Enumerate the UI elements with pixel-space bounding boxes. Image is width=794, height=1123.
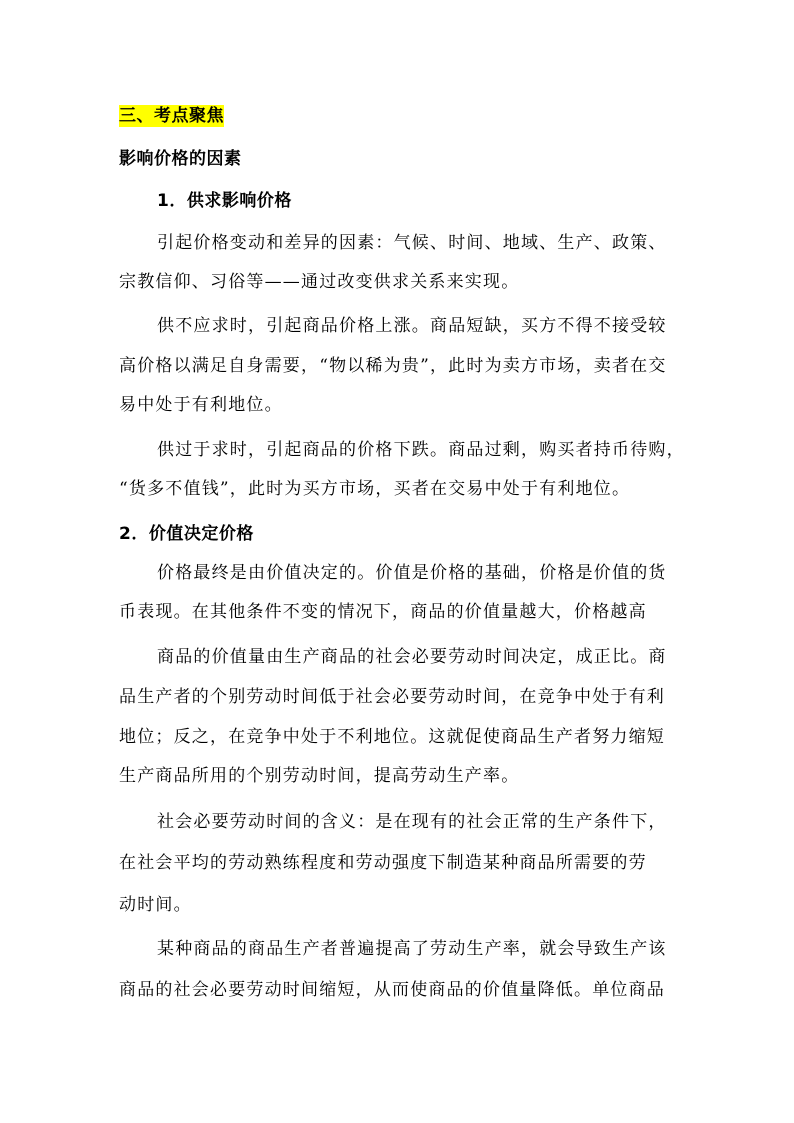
paragraph-line: “货多不值钱”，此时为买方市场，买者在交易中处于有利地位。 [119, 479, 631, 499]
paragraph-line: 宗教信仰、习俗等——通过改变供求关系来实现。 [119, 272, 520, 292]
paragraph-line: 地位；反之，在竞争中处于不利地位。这就促使商品生产者努力缩短 [119, 727, 665, 747]
paragraph-line: 币表现。在其他条件不变的情况下，商品的价值量越大，价格越高 [119, 602, 647, 622]
subsection-title-value: 2．价值决定价格 [119, 524, 254, 544]
paragraph-line: 易中处于有利地位。 [119, 395, 283, 415]
paragraph-line: 在社会平均的劳动熟练程度和劳动强度下制造某种商品所需要的劳 [119, 853, 647, 873]
paragraph-line: 供过于求时，引起商品的价格下跌。商品过剩，购买者持币待购， [157, 440, 685, 460]
paragraph-line: 社会必要劳动时间的含义：是在现有的社会正常的生产条件下， [157, 812, 667, 832]
topic-title: 影响价格的因素 [119, 149, 242, 169]
paragraph-line: 价格最终是由价值决定的。价值是价格的基础，价格是价值的货 [157, 563, 667, 583]
paragraph-line: 供不应求时，引起商品价格上涨。商品短缺，买方不得不接受较 [157, 316, 667, 336]
paragraph-line: 生产商品所用的个别劳动时间，提高劳动生产率。 [119, 766, 520, 786]
paragraph-line: 商品的价值量由生产商品的社会必要劳动时间决定，成正比。商 [157, 647, 667, 667]
section-heading [119, 104, 224, 128]
paragraph-line: 品生产者的个别劳动时间低于社会必要劳动时间，在竞争中处于有利 [119, 687, 665, 707]
subsection-title-supply-demand: 1．供求影响价格 [157, 191, 292, 211]
paragraph-line: 引起价格变动和差异的因素：气候、时间、地域、生产、政策、 [157, 233, 667, 253]
paragraph-line: 高价格以满足自身需要，“物以稀为贵”，此时为卖方市场，卖者在交 [119, 356, 667, 376]
section-heading-highlight: 三、考点聚焦 [119, 106, 224, 126]
paragraph-line: 动时间。 [119, 895, 192, 915]
paragraph-line: 某种商品的商品生产者普遍提高了劳动生产率，就会导致生产该 [157, 939, 667, 959]
paragraph-line: 商品的社会必要劳动时间缩短，从而使商品的价值量降低。单位商品 [119, 980, 665, 1000]
